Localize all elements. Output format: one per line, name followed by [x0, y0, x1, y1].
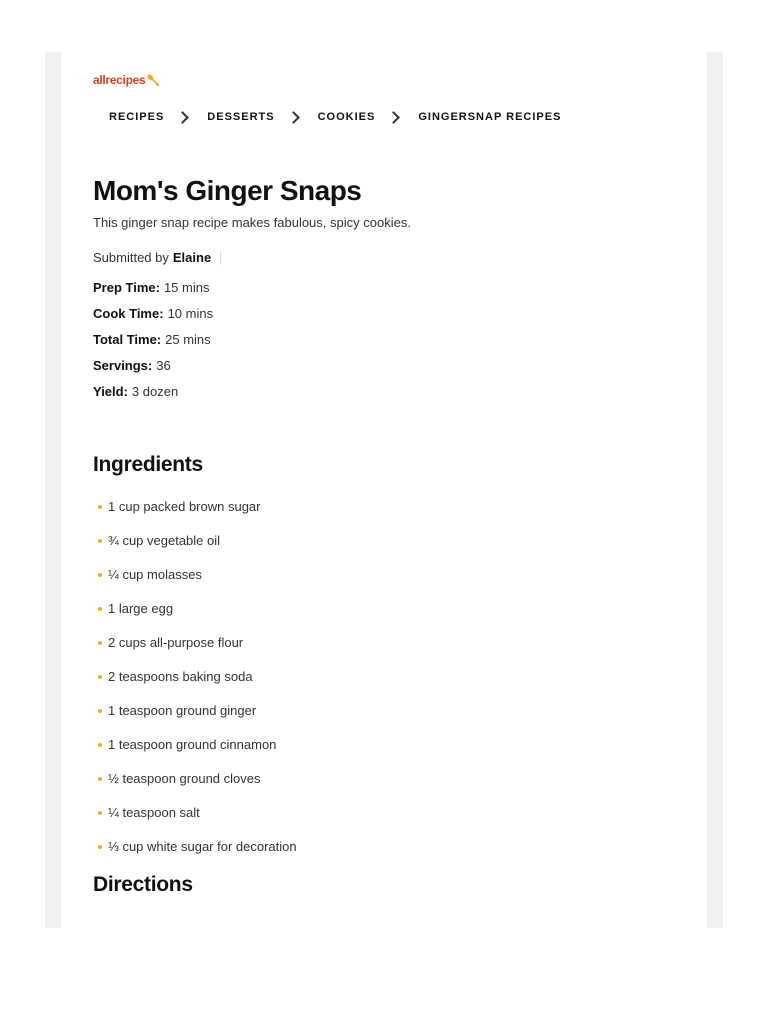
breadcrumb-link-recipes[interactable]: RECIPES: [109, 111, 165, 123]
directions-heading: Directions: [93, 873, 193, 896]
ingredient-text: 2 cups all-purpose flour: [108, 635, 244, 650]
ingredient-text: ¼ teaspoon salt: [108, 805, 200, 820]
bullet-icon: [98, 573, 102, 577]
meta-label: Servings:: [93, 358, 153, 373]
ingredient-item: [95, 703, 297, 737]
bullet-icon: [98, 845, 102, 849]
ingredient-item: [95, 635, 297, 669]
ingredient-item: [95, 567, 297, 601]
breadcrumb-link-desserts[interactable]: DESSERTS: [207, 111, 275, 123]
submitted-by: [93, 250, 221, 265]
bullet-icon: [98, 709, 102, 713]
breadcrumb-link-gingersnap-recipes[interactable]: GINGERSNAP RECIPES: [418, 111, 562, 123]
ingredient-item: [95, 533, 297, 567]
ingredient-text: ½ teaspoon ground cloves: [108, 771, 261, 786]
ingredient-item: [95, 805, 297, 839]
meta-total-time: [93, 332, 213, 358]
logo-text: allrecipes: [93, 73, 146, 87]
meta-prep-time: [93, 280, 213, 306]
chevron-right-icon: [287, 111, 300, 124]
meta-label: Prep Time:: [93, 280, 160, 295]
bullet-icon: [98, 811, 102, 815]
bullet-icon: [98, 641, 102, 645]
ingredient-text: ¼ cup molasses: [108, 567, 202, 582]
meta-value: 3 dozen: [131, 384, 179, 399]
bullet-icon: [98, 539, 102, 543]
spoon-icon: 🥄︎: [146, 75, 161, 87]
divider: [220, 251, 221, 265]
meta-value: 25 mins: [165, 332, 211, 347]
ingredient-text: 1 cup packed brown sugar: [108, 499, 261, 514]
bullet-icon: [98, 743, 102, 747]
bullet-icon: [98, 675, 102, 679]
allrecipes-logo[interactable]: [93, 73, 160, 87]
ingredient-text: 1 teaspoon ground ginger: [108, 703, 257, 718]
ingredient-text: 1 teaspoon ground cinnamon: [108, 737, 277, 752]
ingredient-text: ¾ cup vegetable oil: [108, 533, 221, 548]
breadcrumb-item-cookies: [318, 111, 419, 123]
breadcrumb-link-cookies[interactable]: COOKIES: [317, 111, 376, 123]
meta-yield: [93, 384, 213, 410]
breadcrumb-item-gingersnap: [418, 111, 561, 123]
meta-label: Cook Time:: [93, 306, 164, 321]
ingredient-text: 1 large egg: [108, 601, 174, 616]
meta-label: Yield:: [93, 384, 128, 399]
ingredient-text: ⅓ cup white sugar for decoration: [108, 839, 297, 854]
recipe-title: Mom's Ginger Snaps: [93, 175, 362, 206]
meta-label: Total Time:: [93, 332, 162, 347]
meta-value: 15 mins: [163, 280, 210, 295]
bullet-icon: [98, 505, 102, 509]
meta-value: 36: [156, 358, 171, 373]
ingredients-list: [95, 499, 297, 873]
ingredient-text: 2 teaspoons baking soda: [108, 669, 253, 684]
meta-servings: [93, 358, 213, 384]
recipe-meta: [93, 280, 213, 410]
ingredient-item: [95, 737, 297, 771]
breadcrumb: [109, 111, 561, 123]
recipe-description: This ginger snap recipe makes fabulous, spicy cookies.: [93, 215, 411, 230]
ingredient-item: [95, 839, 297, 873]
chevron-right-icon: [387, 111, 400, 124]
author-link[interactable]: Elaine: [172, 250, 212, 265]
meta-cook-time: [93, 306, 213, 332]
ingredient-item: [95, 601, 297, 635]
bullet-icon: [98, 607, 102, 611]
breadcrumb-item-desserts: [207, 111, 317, 123]
chevron-right-icon: [176, 111, 189, 124]
ingredients-heading: Ingredients: [93, 453, 203, 476]
ingredient-item: [95, 669, 297, 703]
breadcrumb-item-recipes: [109, 111, 207, 123]
ingredient-item: [95, 771, 297, 805]
bullet-icon: [98, 777, 102, 781]
meta-value: 10 mins: [167, 306, 214, 321]
submitted-prefix: Submitted by: [93, 250, 169, 265]
ingredient-item: [95, 499, 297, 533]
